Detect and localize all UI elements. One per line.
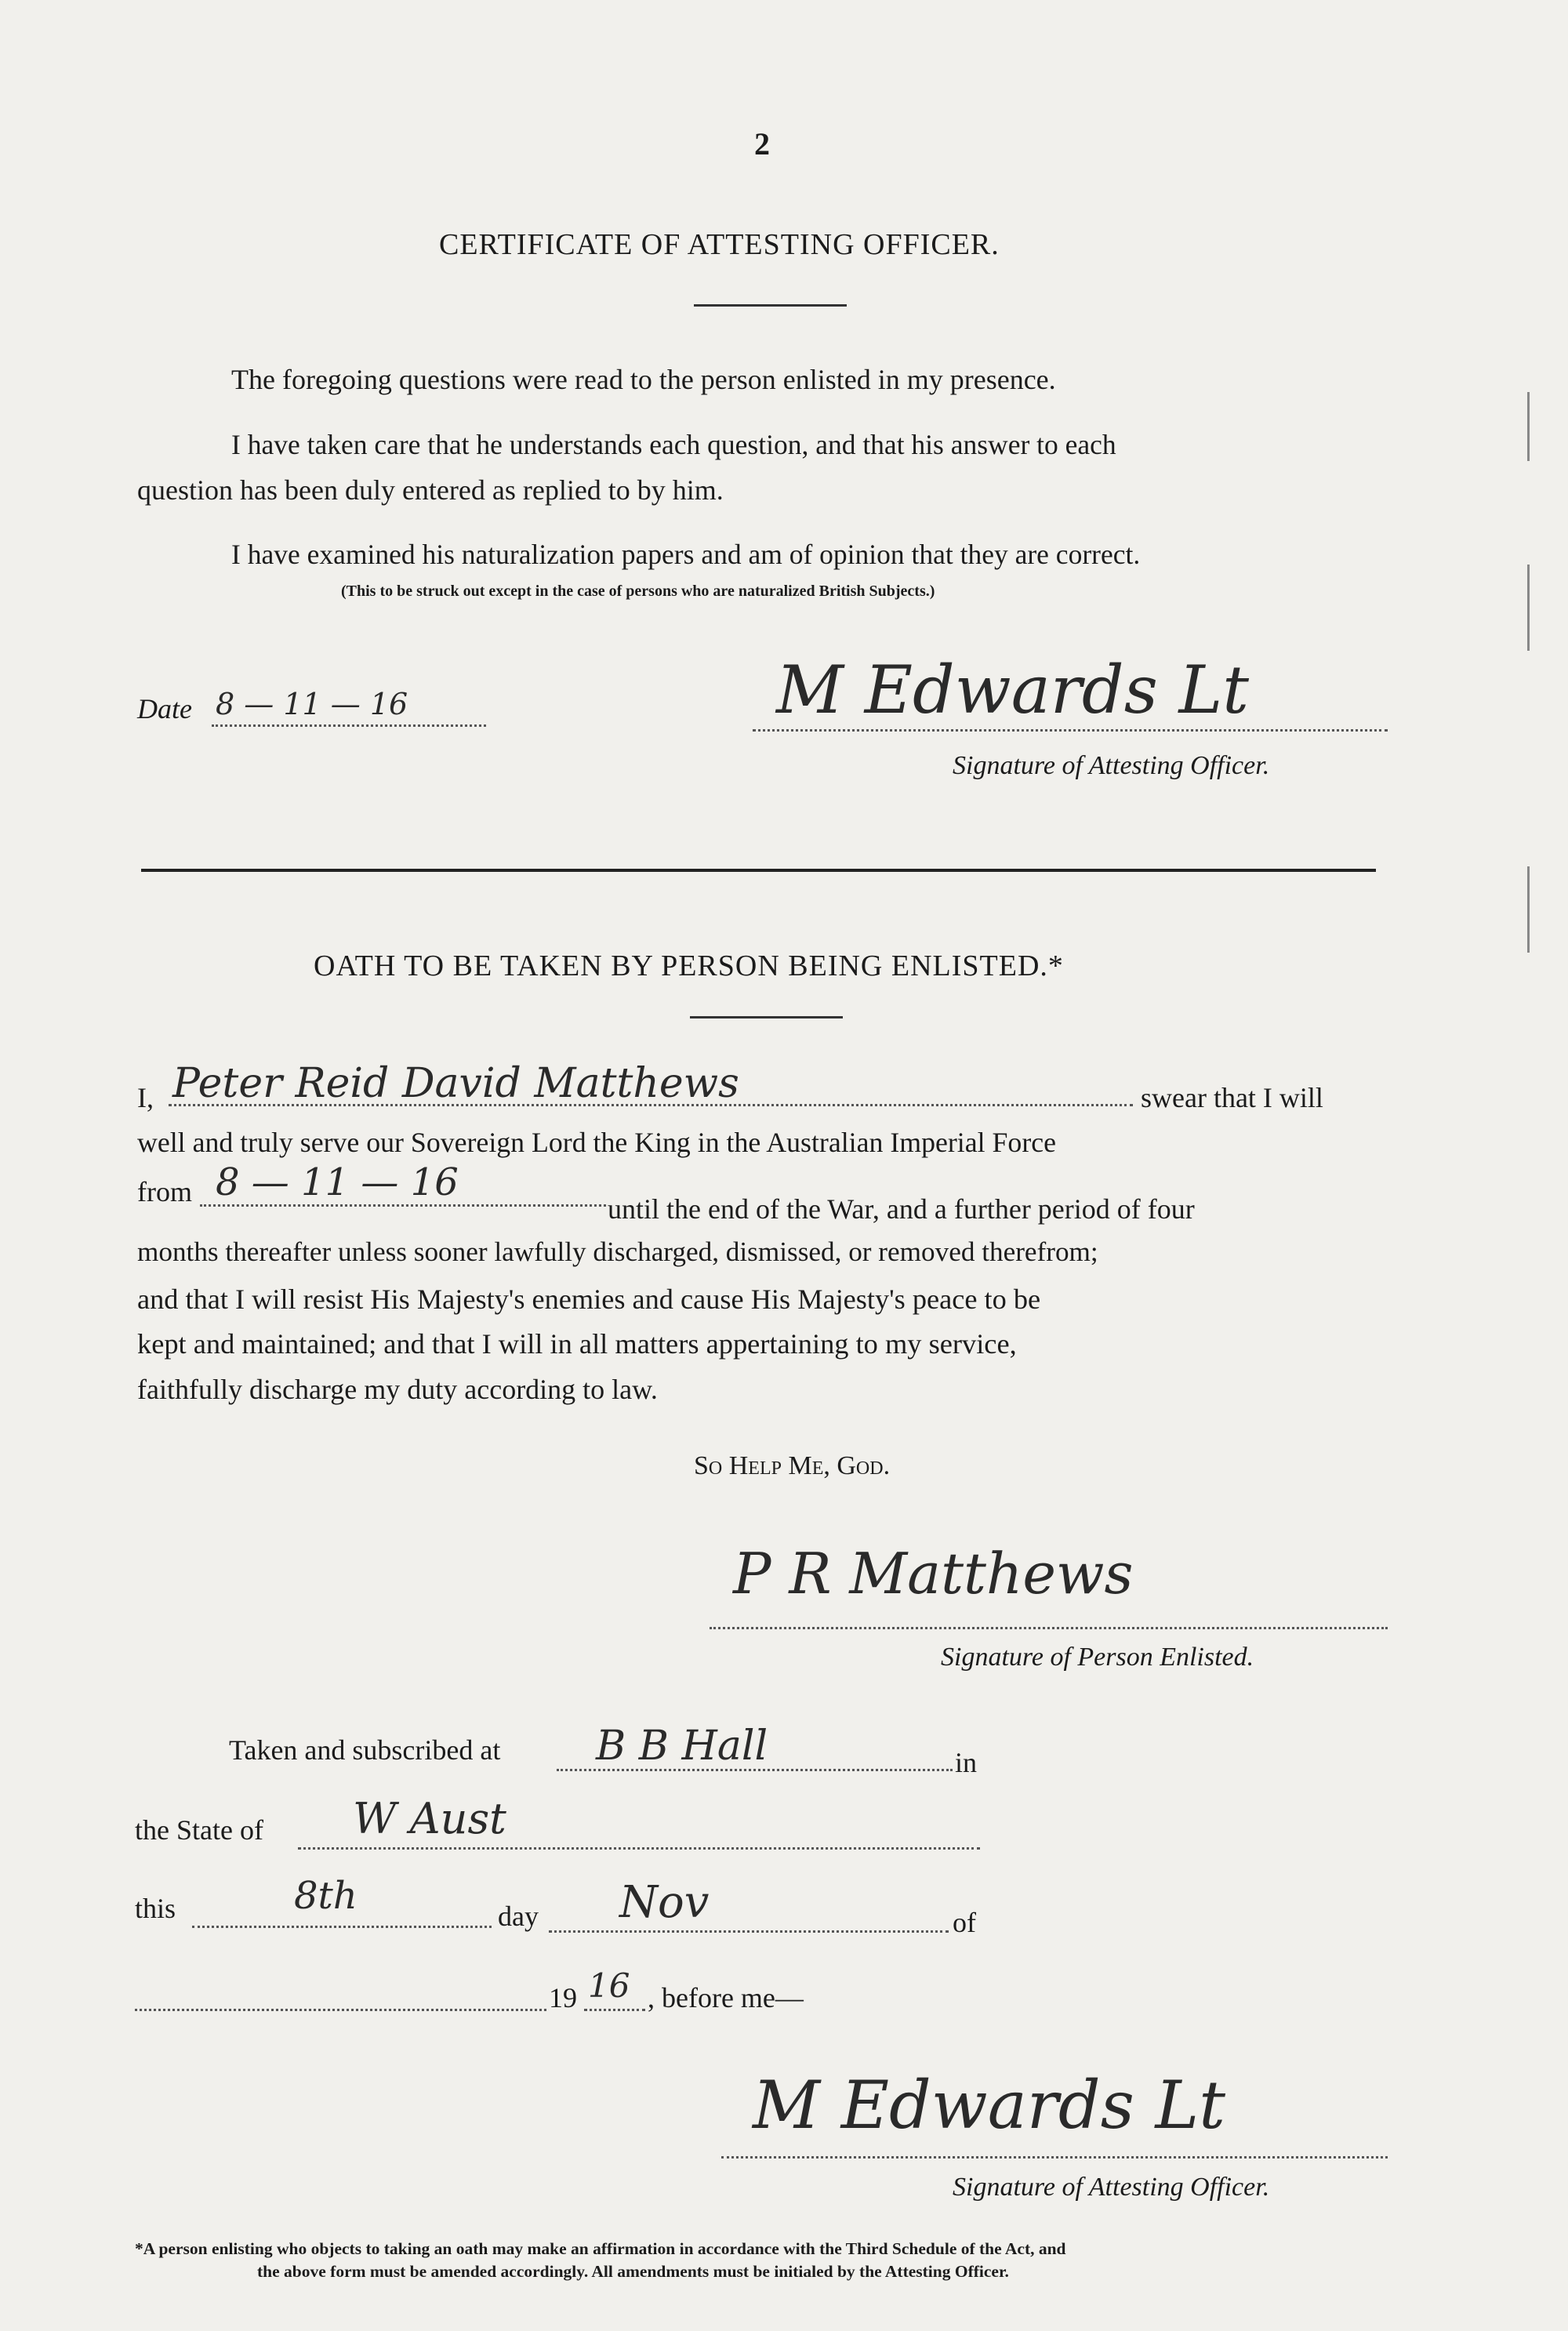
enlisted-signature-line	[710, 1627, 1388, 1629]
taken-label: Taken and subscribed at	[229, 1734, 501, 1766]
page-number: 2	[754, 126, 770, 162]
date-dotted-line	[212, 724, 486, 727]
certificate-title: CERTIFICATE OF ATTESTING OFFICER.	[439, 228, 1000, 261]
officer-signature-line	[753, 729, 1388, 732]
date-label: Date	[137, 693, 192, 724]
from-dotted-line	[200, 1204, 606, 1207]
attesting-officer-signature: M Edwards Lt	[776, 652, 1250, 728]
oath-line7: faithfully discharge my duty according to law.	[137, 1374, 658, 1405]
enlisted-signature: P R Matthews	[733, 1541, 1134, 1607]
scan-edge-mark	[1527, 392, 1530, 1254]
day-dotted-line	[192, 1926, 492, 1928]
certificate-para1: The foregoing questions were read to the person enlisted in my presence.	[231, 364, 1056, 395]
year-leading-dotted-line	[135, 2009, 546, 2011]
this-label: this	[135, 1893, 176, 1924]
day-value: 8th	[294, 1874, 358, 1918]
oath-title-rule	[690, 1016, 843, 1018]
state-label: the State of	[135, 1814, 263, 1846]
month-dotted-line	[549, 1930, 949, 1933]
before-me: , before me—	[648, 1982, 804, 2013]
from-date-value: 8 — 11 — 16	[216, 1160, 459, 1204]
date-value: 8 — 11 — 16	[216, 687, 408, 721]
so-help-me-god: So Help Me, God.	[694, 1451, 891, 1480]
year-value: 16	[588, 1966, 630, 2005]
certificate-para2-line2: question has been duly entered as replied to by him.	[137, 474, 724, 506]
certificate-para2-line1: I have taken care that he understands each question, and that his answer to each	[231, 429, 1116, 460]
officer-signature-line-2	[721, 2156, 1388, 2159]
certificate-para3: I have examined his naturalization papers and am of opinion that they are correct.	[231, 539, 1141, 570]
footnote-line1: *A person enlisting who objects to taking an oath may make an affirmation in accordance with the Third Schedule of the Act, and	[135, 2239, 1066, 2258]
footnote-line2: the above form must be amended accordingly. All amendments must be initialed by the Attesting Officer.	[257, 2262, 1009, 2281]
year-dotted-line	[584, 2009, 645, 2011]
section-divider	[141, 869, 1376, 872]
attesting-officer-label-2: Signature of Attesting Officer.	[953, 2173, 1270, 2202]
in-label: in	[955, 1747, 978, 1778]
place-value: B B Hall	[596, 1723, 768, 1770]
year-prefix: 19	[549, 1982, 577, 2013]
certificate-note: (This to be struck out except in the case of persons who are naturalized British Subjects.)	[341, 583, 935, 600]
oath-i-prefix: I,	[137, 1082, 154, 1113]
oath-title: OATH TO BE TAKEN BY PERSON BEING ENLISTED.*	[314, 949, 1064, 982]
attesting-officer-signature-2: M Edwards Lt	[753, 2067, 1226, 2144]
month-value: Nov	[619, 1877, 710, 1928]
enlistee-name: Peter Reid David Matthews	[172, 1060, 739, 1107]
oath-swear: swear that I will	[1141, 1082, 1323, 1113]
oath-line4: months thereafter unless sooner lawfully discharged, dismissed, or removed therefrom;	[137, 1236, 1098, 1267]
oath-line3-rest: until the end of the War, and a further period of four	[608, 1193, 1195, 1225]
day-label: day	[498, 1901, 539, 1932]
state-dotted-line	[298, 1847, 980, 1850]
oath-line6: kept and maintained; and that I will in all matters appertaining to my service,	[137, 1328, 1017, 1360]
title-rule	[694, 304, 847, 307]
state-value: W Aust	[353, 1794, 506, 1843]
attesting-officer-label: Signature of Attesting Officer.	[953, 751, 1270, 780]
oath-line2: well and truly serve our Sovereign Lord the King in the Australian Imperial Force	[137, 1127, 1057, 1158]
oath-from-label: from	[137, 1176, 192, 1207]
enlisted-label: Signature of Person Enlisted.	[941, 1643, 1254, 1672]
of-label: of	[953, 1907, 976, 1938]
oath-line5: and that I will resist His Majesty's enemies and cause His Majesty's peace to be	[137, 1284, 1041, 1315]
